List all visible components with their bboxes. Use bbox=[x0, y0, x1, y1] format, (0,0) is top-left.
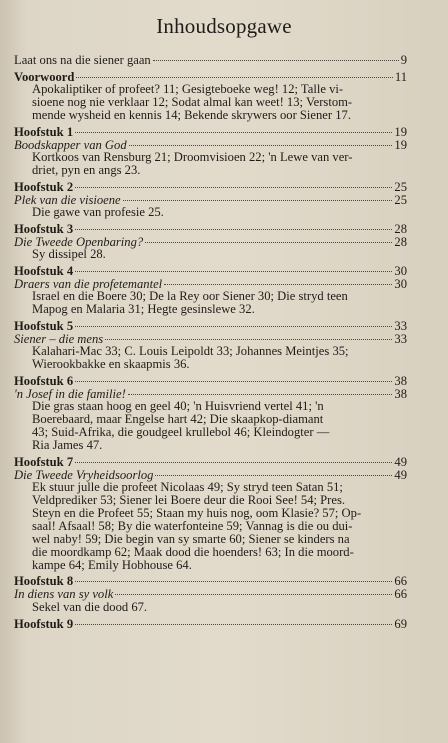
toc-entry-label: Draers van die profetemantel bbox=[14, 276, 163, 291]
toc-entry-label: Siener – die mens bbox=[14, 331, 104, 346]
toc-detail bbox=[14, 481, 407, 571]
toc-detail-line: Wierookbakke en skaapmis 36. bbox=[32, 357, 190, 372]
toc-entry-label: Hoofstuk 3 bbox=[14, 222, 74, 236]
toc-page-number: 66 bbox=[394, 587, 407, 602]
toc-detail-line: Veldprediker 53; Siener lei Boere deur die Rooi See! 54; Pres. bbox=[32, 493, 346, 507]
toc-detail-line: Kortkoos van Rensburg 21; Droomvisioen 22; 'n Lewe van ver- bbox=[32, 150, 353, 165]
toc-detail-line: Steyn en die Profeet 55; Staan my huis nog, oom Klasie? 57; Op- bbox=[32, 505, 362, 520]
toc-page-number: 28 bbox=[394, 222, 407, 236]
toc-heading-row bbox=[14, 126, 407, 139]
toc-detail bbox=[14, 601, 407, 614]
toc-detail bbox=[14, 83, 407, 122]
toc-page-number: 30 bbox=[394, 276, 407, 291]
toc-page-number: 19 bbox=[394, 137, 407, 152]
toc-chapter-title-row bbox=[14, 588, 407, 601]
dot-leader bbox=[115, 594, 392, 595]
toc-page-number: 49 bbox=[394, 454, 407, 469]
toc-heading-row bbox=[14, 375, 407, 388]
dot-leader bbox=[123, 200, 393, 201]
toc-row bbox=[14, 54, 407, 67]
toc-page-number: 25 bbox=[394, 192, 407, 207]
toc-entry-label: Hoofstuk 5 bbox=[14, 319, 74, 334]
dot-leader bbox=[164, 284, 392, 285]
toc-page-number: 9 bbox=[400, 53, 407, 67]
toc-detail-line: sioene nog nie verklaar 12; Sodat almal kan weet! 13; Verstom- bbox=[32, 95, 353, 110]
toc-detail-line: Die gawe van profesie 25. bbox=[32, 205, 164, 220]
toc-entry-label: Hoofstuk 1 bbox=[14, 124, 74, 139]
toc-heading-row bbox=[14, 618, 407, 631]
dot-leader bbox=[105, 339, 392, 340]
toc-detail bbox=[14, 248, 407, 261]
toc-entry-label: Hoofstuk 9 bbox=[14, 616, 74, 631]
toc-entry-label: Die Tweede Vryheidsoorlog bbox=[14, 467, 154, 482]
toc-entry-label: 'n Josef in die familie! bbox=[14, 386, 126, 401]
dot-leader bbox=[128, 394, 393, 395]
toc-page-number: 69 bbox=[394, 616, 407, 631]
table-of-contents bbox=[14, 54, 407, 630]
toc-page-number: 11 bbox=[394, 69, 407, 84]
toc-page-number: 25 bbox=[394, 179, 407, 194]
toc-detail-line: Sy dissipel 28. bbox=[32, 247, 106, 262]
toc-heading-row bbox=[14, 456, 407, 469]
dot-leader bbox=[75, 132, 392, 133]
toc-detail-line: Ria James 47. bbox=[32, 438, 103, 452]
toc-detail bbox=[14, 290, 407, 316]
toc-heading-row bbox=[14, 265, 407, 278]
dot-leader bbox=[75, 462, 392, 463]
toc-page-number: 38 bbox=[394, 386, 407, 401]
toc-page-number: 66 bbox=[394, 574, 407, 589]
dot-leader bbox=[129, 145, 393, 146]
dot-leader bbox=[75, 187, 392, 188]
dot-leader bbox=[145, 242, 392, 243]
toc-page-number: 30 bbox=[394, 264, 407, 279]
toc-page-number: 49 bbox=[394, 467, 407, 482]
dot-leader bbox=[75, 624, 392, 625]
toc-detail bbox=[14, 206, 407, 219]
toc-detail-line: Mapog en Malaria 31; Hegte gesinslewe 32. bbox=[32, 302, 255, 317]
dot-leader bbox=[76, 77, 392, 78]
toc-detail-line: driet, pyn en angs 23. bbox=[32, 163, 141, 177]
toc-detail-line: Ek stuur julle die profeet Nicolaas 49; Sy stryd teen Satan 51; bbox=[32, 480, 343, 495]
page-title: Inhoudsopgawe bbox=[156, 14, 292, 38]
toc-detail-line: Israel en die Boere 30; De la Rey oor Siener 30; Die stryd teen bbox=[32, 289, 348, 304]
toc-detail-line: die moordkamp 62; Maak dood die hoenders! 63; In die moord- bbox=[32, 544, 354, 559]
toc-heading-row bbox=[14, 223, 407, 236]
dot-leader bbox=[75, 271, 392, 272]
toc-page-number: 33 bbox=[394, 319, 407, 334]
toc-detail-line: mende wysheid en kennis 14; Bekende skrywers oor Siener 17. bbox=[32, 108, 351, 122]
toc-entry-label: Hoofstuk 2 bbox=[14, 179, 74, 194]
toc-entry-label: Hoofstuk 8 bbox=[14, 574, 74, 589]
toc-detail bbox=[14, 400, 407, 452]
toc-entry-label: Die Tweede Openbaring? bbox=[14, 234, 144, 249]
toc-detail-line: Kalahari-Mac 33; C. Louis Leipoldt 33; Johannes Meintjes 35; bbox=[32, 344, 349, 359]
toc-page-number: 33 bbox=[394, 331, 407, 346]
dot-leader bbox=[75, 381, 392, 382]
toc-page-number: 19 bbox=[394, 124, 407, 139]
toc-detail-line: Boerebaard, maar Engelse hart 42; Die skaapkop-diamant bbox=[32, 412, 324, 427]
toc-entry-label: Plek van die visioene bbox=[14, 192, 121, 207]
toc-detail-line: 43; Suid-Afrika, die goudgeel krullebol 46; Kleindogter — bbox=[32, 425, 330, 440]
toc-entry-label: Hoofstuk 7 bbox=[14, 454, 74, 469]
toc-entry-label: Boodskapper van God bbox=[14, 137, 127, 152]
toc-detail bbox=[14, 151, 407, 177]
toc-detail bbox=[14, 345, 407, 371]
toc-entry-label: Hoofstuk 6 bbox=[14, 374, 74, 389]
toc-heading-row bbox=[14, 320, 407, 333]
toc-detail-line: wel naby! 59; Die begin van sy smarte 60; Siener se kinders na bbox=[32, 531, 350, 546]
dot-leader bbox=[75, 229, 392, 230]
dot-leader bbox=[75, 326, 392, 327]
toc-detail-line: Sekel van die dood 67. bbox=[32, 599, 148, 614]
dot-leader bbox=[155, 475, 392, 476]
toc-entry-label: In diens van sy volk bbox=[14, 587, 114, 602]
toc-entry-label: Voorwoord bbox=[14, 69, 75, 84]
toc-page-number: 28 bbox=[394, 234, 407, 249]
toc-detail-line: Apokaliptiker of profeet? 11; Gesigteboeke weg! 12; Talle vi- bbox=[32, 82, 344, 97]
toc-entry-label: Hoofstuk 4 bbox=[14, 264, 74, 279]
dot-leader bbox=[153, 60, 399, 61]
toc-entry-label: Laat ons na die siener gaan bbox=[14, 53, 151, 67]
toc-detail-line: kampe 64; Emily Hobhouse 64. bbox=[32, 557, 192, 572]
dot-leader bbox=[75, 581, 392, 582]
toc-detail-line: Die gras staan hoog en geel 40; 'n Huisvriend vertel 41; 'n bbox=[32, 399, 324, 414]
toc-page-number: 38 bbox=[394, 374, 407, 389]
toc-detail-line: saal! Afsaal! 58; By die waterfonteine 59; Vannag is die ou dui- bbox=[32, 518, 353, 533]
toc-heading-row bbox=[14, 181, 407, 194]
